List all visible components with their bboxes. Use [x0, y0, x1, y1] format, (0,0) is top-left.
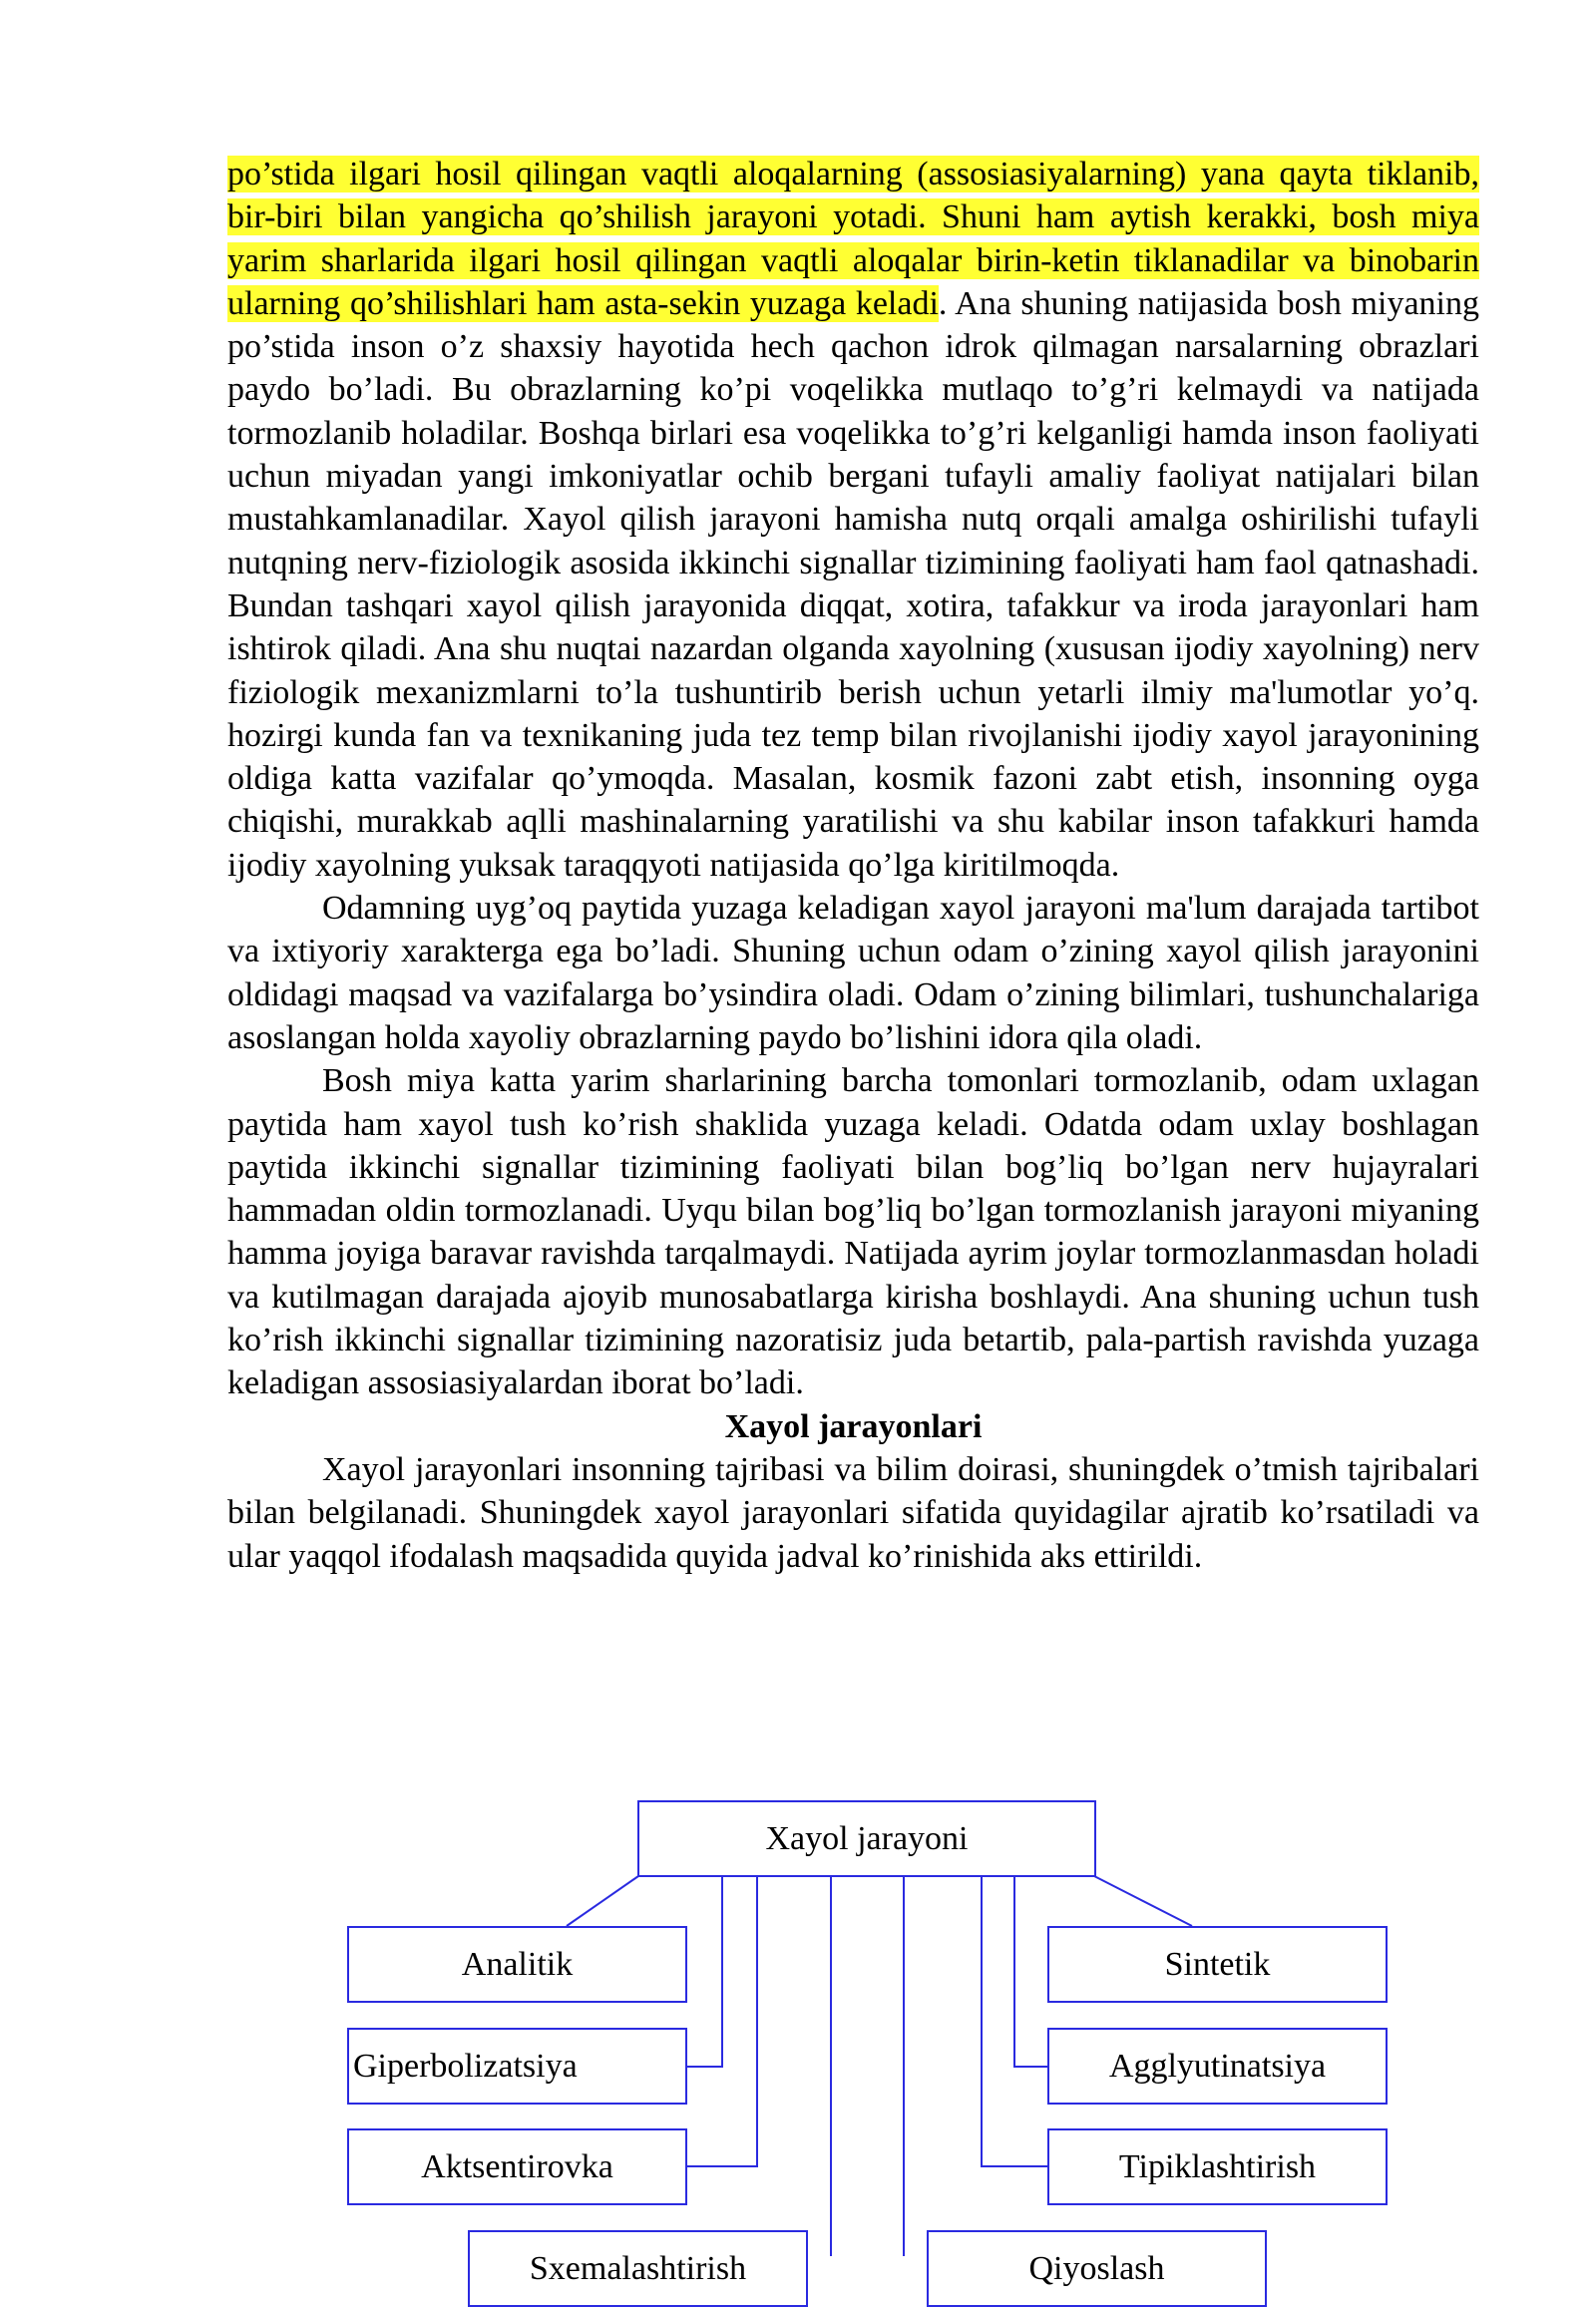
diagram-root-box: Xayol jarayoni	[637, 1800, 1096, 1877]
paragraph-3: Bosh miya katta yarim sharlarining barcha tomonlari tormozlanib, odam uxlagan paytida ham xayol tush ko’rish shaklida yuzaga keladi. Odatda odam uxlay boshlagan paytida ikkinchi signallar tizimining faoliyati bilan bog’liq bo’lgan nerv hujayralari hammadan oldin tormozlanadi. Uyqu bilan bog’liq bo’lgan tormozlanish jarayoni miyaning hamma joyiga baravar ravishda tarqalmaydi. Natijada ayrim joylar tormozlanmasdan holadi va kutilmagan darajada ajoyib munosabatlarga kirisha boshlaydi. Ana shuning uchun tush ko’rish ikkinchi signallar tizimining nazoratisiz juda betartib, pala-partish ravishda yuzaga keladigan assosiasiyalardan iborat bo’ladi.	[227, 1062, 1479, 1402]
diagram-box-sxemalashtirish: Sxemalashtirish	[468, 2230, 808, 2307]
diagram-box-analitik: Analitik	[347, 1926, 687, 2003]
diagram-box-agglyutinatsiya: Agglyutinatsiya	[1047, 2028, 1388, 2105]
diagram-box-aktsentirovka: Aktsentirovka	[347, 2128, 687, 2205]
paragraph-4: Xayol jarayonlari insonning tajribasi va bilim doirasi, shuningdek o’tmish tajribalari bilan belgilanadi. Shuningdek xayol jarayonlari sifatida quyidagilar ajratib ko’rsatiladi va ular yaqqol ifodalash maqsadida quyida jadval ko’rinishida aks ettirildi.	[227, 1450, 1479, 1575]
paragraph-2: Odamning uyg’oq paytida yuzaga keladigan xayol jarayoni ma'lum darajada tartibot va ixtiyoriy xarakterga ega bo’ladi. Shuning uchun odam o’zining xayol qilish jarayonini oldidagi maqsad va vazifalarga bo’ysindira oladi. Odam o’zining bilimlari, tushunchalariga asoslangan holda xayoliy obrazlarning paydo bo’lishini idora qila oladi.	[227, 890, 1479, 1056]
diagram-box-giperbolizatsiya: Giperbolizatsiya	[347, 2028, 687, 2105]
paragraph-1	[227, 153, 1479, 887]
diagram-box-sintetik: Sintetik	[1047, 1926, 1388, 2003]
diagram-box-tipiklashtirish: Tipiklashtirish	[1047, 2128, 1388, 2205]
document-body	[227, 153, 1479, 1578]
paragraph-1-text: . Ana shuning natijasida bosh miyaning po’stida inson o’z shaxsiy hayotida hech qachon idrok qilmagan narsalarning obrazlari paydo bo’ladi. Bu obrazlarning ko’pi voqelikka mutlaqo to’g’ri kelmaydi va natijada tormozlanib holadilar. Boshqa birlari esa voqelikka to’g’ri kelganligi hamda inson faoliyati uchun miyadan yangi imkoniyatlar ochib bergani tufayli amaliy faoliyat natijalari bilan mustahkamlanadilar. Xayol qilish jarayoni hamisha nutq orqali amalga oshirilishi tufayli nutqning nerv-fiziologik asosida ikkinchi signallar tizimining faoliyati ham faol qatnashadi. Bundan tashqari xayol qilish jarayonida diqqat, xotira, tafakkur va iroda jarayonlari ham ishtirok qiladi. Ana shu nuqtai nazardan olganda xayolning (xususan ijodiy xayolning) nerv fiziologik mexanizmlarni to’la tushuntirib berish uchun yetarli ilmiy ma'lumotlar yo’q. hozirgi kunda fan va texnikaning juda tez temp bilan rivojlanishi ijodiy xayol jarayonining oldiga katta vazifalar qo’ymoqda. Masalan, kosmik fazoni zabt etish, insonning oyga chiqishi, murakkab aqlli mashinalarning yaratilishi va shu kabilar inson tafakkuri hamda ijodiy xayolning yuksak taraqqyoti natijasida qo’lga kiritilmoqda.	[227, 284, 1479, 884]
section-heading: Xayol jarayonlari	[724, 1407, 983, 1445]
diagram-box-qiyoslash: Qiyoslash	[927, 2230, 1267, 2307]
highlighted-text: po’stida ilgari hosil qilingan vaqtli aloqalarning (assosiasiyalarning) yana qayta tiklanib, bir-biri bilan yangicha qo’shilish jarayoni yotadi. Shuni ham aytish kerakki, bosh miya yarim sharlarida ilgari hosil qilingan vaqtli aloqalar birin-ketin tiklanadilar va binobarin ularning qo’shilishlari ham asta-sekin yuzaga keladi	[227, 156, 1479, 322]
